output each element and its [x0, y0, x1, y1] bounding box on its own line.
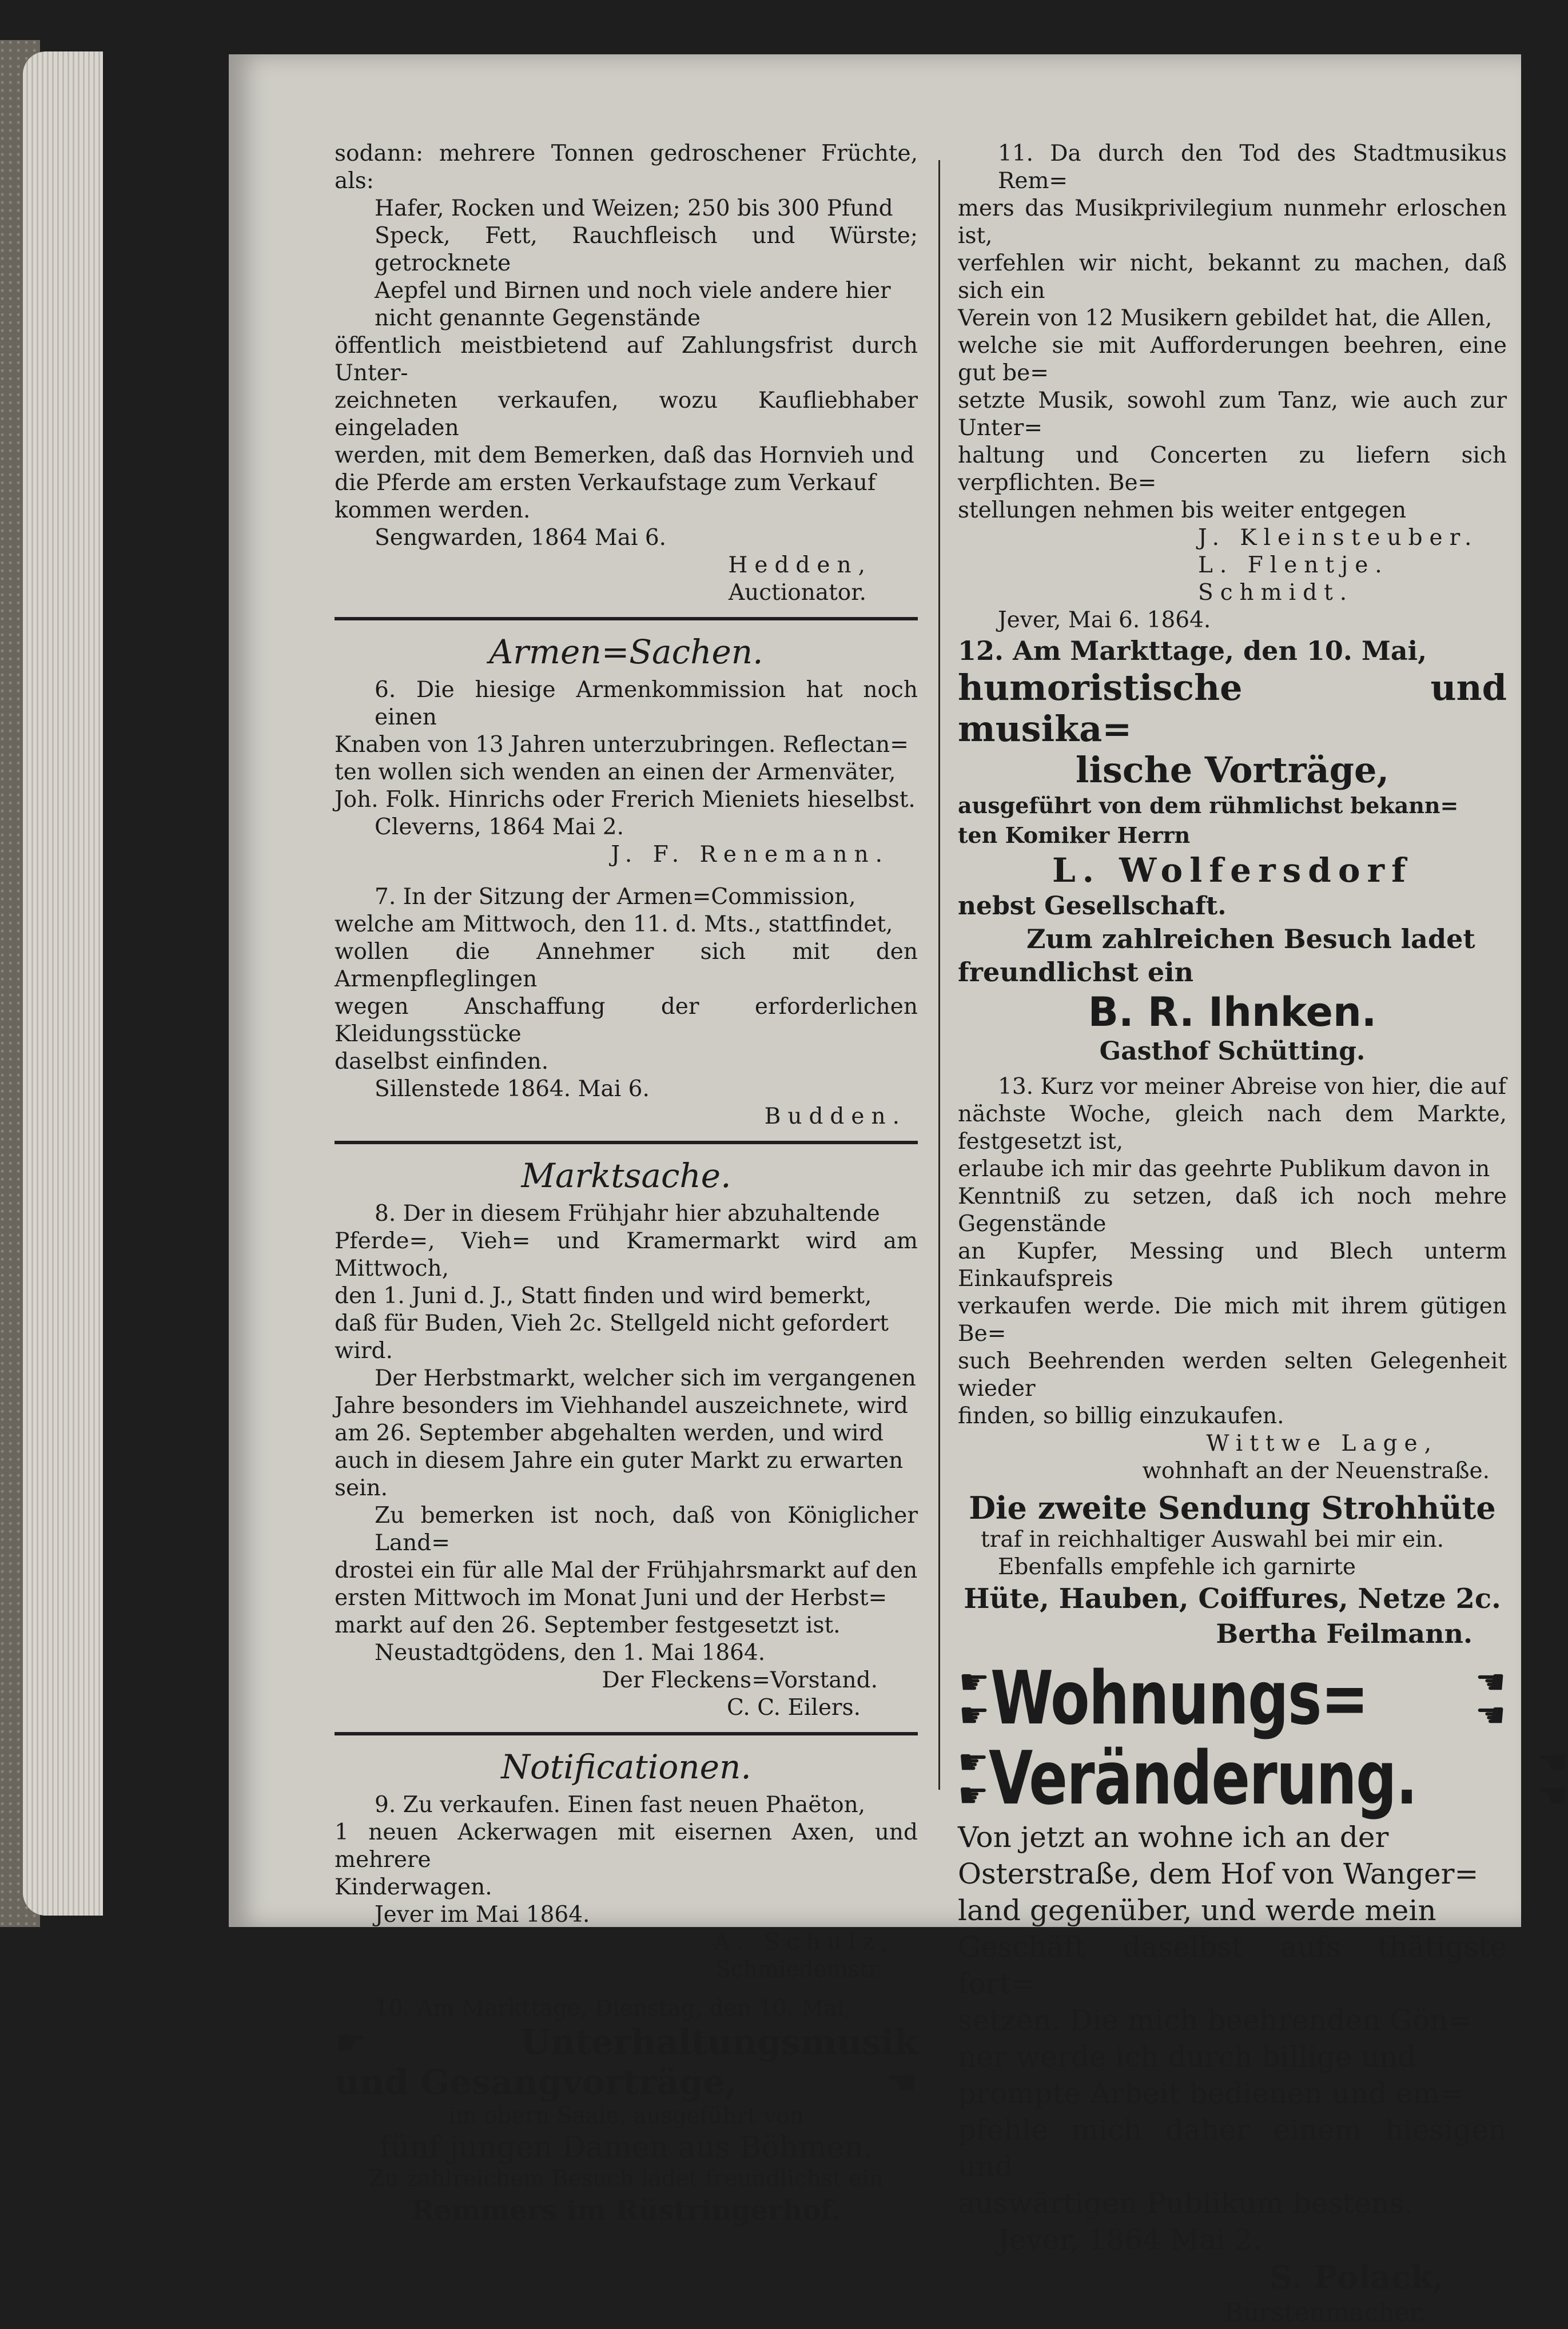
wohn-lines — [958, 1819, 1507, 2221]
item10-row2 — [335, 2063, 918, 2103]
pointing-hand-icon: ☚ — [1475, 1662, 1506, 1702]
item11-line: haltung und Concerten zu liefern sich verpflichten. Be= — [958, 443, 1507, 496]
item13-line: 13. Kurz vor meiner Abreise von hier, die auf — [998, 1074, 1507, 1100]
wohn-line: prompte Arbeit bedienen und em= — [958, 2077, 1464, 2110]
item10-row1 — [335, 2023, 918, 2063]
item13-line: an Kupfer, Messing und Blech unterm Einkaufspreis — [958, 1239, 1507, 1292]
item8b-line: Jahre besonders im Viehhandel auszeichnete, wird — [335, 1393, 908, 1419]
item10-l6: Remmers im Rüstringerhof. — [411, 2195, 841, 2227]
intro-line: die Pferde am ersten Verkaufstage zum Verkauf — [335, 470, 876, 496]
item11-signatures — [958, 524, 1507, 607]
item11-line: setzte Musik, sowohl zum Tanz, wie auch zur Unter= — [958, 388, 1507, 441]
pointing-hand-icon: ☛ — [335, 2021, 367, 2063]
item11-line: stellungen nehmen bis weiter entgegen — [958, 497, 1407, 523]
wohn-title-row2 — [958, 1736, 1568, 1821]
item11-line: mers das Musikprivilegium nunmehr erloschen ist, — [958, 196, 1507, 249]
pointing-hand-icon: ☚ — [1537, 1775, 1568, 1816]
item8-line: wird. — [335, 1338, 393, 1364]
section-rule — [335, 1141, 918, 1144]
item10-head: 10. Am Markttage, Dienstag, den 10. Mai, — [375, 1996, 851, 2021]
item11-sig: Schmidt. — [1198, 580, 1354, 606]
stroh-sig: Bertha Feilmann. — [1216, 1618, 1473, 1649]
item6-line: Knaben von 13 Jahren unterzubringen. Reflectan= — [335, 732, 909, 758]
item8-line: 8. Der in diesem Frühjahr hier abzuhaltende — [375, 1201, 880, 1227]
item8-lines — [335, 1200, 918, 1365]
pointing-hand-icon: ☛ — [958, 1742, 989, 1782]
item6-line: ten wollen sich wenden an einen der Armenväter, — [335, 759, 896, 785]
item8b-line: sein. — [335, 1475, 388, 1501]
stroh-l3: Ebenfalls empfehle ich garnirte — [998, 1554, 1356, 1580]
item13-sig2: wohnhaft an der Neuenstraße. — [1142, 1458, 1490, 1484]
item10-big1: Unterhaltungsmusik — [520, 2023, 918, 2063]
intro-line: öffentlich meistbietend auf Zahlungsfrist durch Unter- — [335, 333, 918, 386]
hands-right — [1537, 1742, 1568, 1816]
item6-line: 6. Die hiesige Armenkommission hat noch einen — [375, 677, 918, 730]
newspaper-page — [229, 54, 1568, 2327]
item12-l8: Zum zahlreichen Besuch ladet — [1026, 923, 1475, 954]
left-column — [335, 140, 918, 2228]
item6-line: Joh. Folk. Hinrichs oder Frerich Mieniets hieselbst. — [335, 787, 916, 813]
item7-line: 7. In der Sitzung der Armen=Commission, — [375, 884, 856, 910]
item13-line: Kenntniß zu setzen, daß ich noch mehre Gegenstände — [958, 1184, 1507, 1237]
item11-sig: L. Flentje. — [1198, 552, 1389, 578]
item9-sig1: A. Schulz, — [713, 1929, 895, 1955]
hands-left — [958, 1742, 989, 1816]
intro-line: Hafer, Rocken und Weizen; 250 bis 300 Pfund — [375, 196, 893, 221]
item11-line: verfehlen wir nicht, bekannt zu machen, daß sich ein — [958, 250, 1507, 304]
item12-l4: ausgeführt von dem rühmlichst bekann= — [958, 793, 1459, 818]
intro-line: Speck, Fett, Rauchfleisch und Würste; getrocknete — [375, 223, 918, 276]
item12-head: 12. Am Markttage, den 10. Mai, — [958, 635, 1427, 666]
item9-line: Kinderwagen. — [335, 1874, 492, 1900]
item8c-line: Zu bemerken ist noch, daß von Königlicher Land= — [375, 1503, 918, 1556]
item7-sig: Budden. — [764, 1104, 906, 1129]
intro-line: sodann: mehrere Tonnen gedroschener Früchte, als: — [335, 141, 918, 194]
item9-line: 9. Zu verkaufen. Einen fast neuen Phaëton, — [375, 1792, 866, 1818]
item6-date: Cleverns, 1864 Mai 2. — [375, 814, 624, 840]
stroh-l2: traf in reichhaltiger Auswahl bei mir ein. — [981, 1527, 1444, 1552]
intro-line: kommen werden. — [335, 497, 531, 523]
item7-line: wegen Anschaffung der erforderlichen Kleidungsstücke — [335, 994, 918, 1047]
item13-line: verkaufen werde. Die mich mit ihrem gütigen Be= — [958, 1293, 1507, 1347]
item12-l5: ten Komiker Herrn — [958, 822, 1191, 848]
pointing-hand-icon: ☚ — [1475, 1695, 1506, 1735]
item13-line: erlaube ich mir das geehrte Publikum davon in — [958, 1156, 1490, 1182]
item9-sig2: Schmiedemstr. — [715, 1957, 884, 1982]
wohn-sig2: Bürstenmacher. — [1224, 2298, 1427, 2327]
stroh-l4: Hüte, Hauben, Coiffures, Netze 2c. — [964, 1583, 1501, 1615]
pointing-hand-icon: ☚ — [886, 2061, 918, 2103]
item8c-lines — [335, 1502, 918, 1639]
item12-l9: freundlichst ein — [958, 957, 1194, 988]
intro-sig1: Hedden, — [728, 552, 872, 578]
item11-lines — [958, 140, 1507, 524]
section-title-armen: Armen=Sachen. — [489, 632, 763, 671]
item13-line: such Beehrenden werden selten Gelegenheit wieder — [958, 1348, 1507, 1402]
column-divider — [938, 160, 940, 1790]
item11-line: 11. Da durch den Tod des Stadtmusikus Rem= — [998, 141, 1507, 194]
item12-l3: lische Vorträge, — [1075, 749, 1390, 791]
section-rule — [335, 1732, 918, 1735]
stroh-title: Die zweite Sendung Strohhüte — [969, 1490, 1496, 1526]
item11-sig: J. Kleinsteuber. — [1198, 525, 1479, 551]
item6-lines — [335, 676, 918, 814]
item8-sig1: Der Fleckens=Vorstand. — [602, 1667, 878, 1693]
item8b-line: auch in diesem Jahre ein guter Markt zu erwarten — [335, 1448, 904, 1474]
wohn-line: Osterstraße, dem Hof von Wanger= — [958, 1857, 1479, 1890]
item8-line: Pferde=, Vieh= und Kramermarkt wird am Mittwoch, — [335, 1228, 918, 1281]
item11-date: Jever, Mai 6. 1864. — [998, 607, 1211, 633]
pointing-hand-icon: ☛ — [958, 1695, 990, 1735]
item12-l7: nebst Gesellschaft. — [958, 891, 1227, 921]
item11-line: welche sie mit Aufforderungen beehren, eine gut be= — [958, 333, 1507, 386]
wohn-line: auswärtigen Publikum bestens. — [958, 2187, 1414, 2220]
wohn-sig1: S. Polack, — [1269, 2259, 1444, 2296]
item6-sig: J. F. Renemann. — [611, 842, 889, 867]
pointing-hand-icon: ☛ — [958, 1775, 989, 1816]
intro-line: zeichneten verkaufen, wozu Kaufliebhaber eingeladen — [335, 388, 918, 441]
item8b-lines — [335, 1365, 918, 1502]
intro-lines — [335, 140, 918, 524]
pointing-hand-icon: ☛ — [958, 1662, 990, 1702]
item13-sig1: Wittwe Lage, — [1206, 1431, 1438, 1456]
item7-line: wollen die Annehmer sich mit den Armenpfleglingen — [335, 939, 918, 992]
right-column — [958, 140, 1568, 2329]
item9-line: 1 neuen Ackerwagen mit eisernen Axen, und mehrere — [335, 1820, 918, 1873]
wohn-line: ner werde ich durch billige und — [958, 2040, 1416, 2073]
item8b-line: am 26. September abgehalten werden, und wird — [335, 1420, 884, 1446]
wohn-line: pfehle mich daher einem hiesigen und — [958, 2113, 1507, 2183]
item8-sig2: C. C. Eilers. — [726, 1695, 861, 1721]
wohn-title2: Veränderung. — [988, 1736, 1417, 1821]
item12-l6: L. Wolfersdorf — [1052, 851, 1413, 890]
item10-l4: fünf jungen Damen aus Böhmen. — [379, 2131, 873, 2165]
section-title-markt: Marktsache. — [521, 1156, 731, 1195]
wohn-title1: Wohnungs= — [990, 1656, 1368, 1741]
intro-line: nicht genannte Gegenstände — [375, 305, 701, 331]
pointing-hand-icon: ☚ — [1537, 1742, 1568, 1782]
hands-left — [958, 1662, 990, 1735]
item11-line: Verein von 12 Musikern gebildet hat, die Allen, — [958, 305, 1493, 331]
hands-right — [1474, 1662, 1507, 1735]
item13-line: nächste Woche, gleich nach dem Markte, festgesetzt ist, — [958, 1101, 1507, 1154]
book-page-edges — [23, 51, 103, 1916]
wohn-line: Von jetzt an wohne ich an der — [958, 1821, 1389, 1854]
intro-line: Aepfel und Birnen und noch viele andere hier — [375, 278, 891, 304]
item7-lines — [335, 883, 918, 1076]
item8c-line: markt auf den 26. September festgesetzt ist. — [335, 1613, 841, 1638]
item8-line: daß für Buden, Vieh 2c. Stellgeld nicht gefordert — [335, 1311, 889, 1336]
intro-sig2: Auctionator. — [728, 580, 866, 606]
item8-date: Neustadtgödens, den 1. Mai 1864. — [375, 1640, 766, 1666]
item13-lines — [958, 1073, 1507, 1430]
item8c-line: ersten Mittwoch im Monat Juni und der Herbst= — [335, 1585, 888, 1611]
wohn-title-row1 — [958, 1656, 1507, 1741]
intro-date: Sengwarden, 1864 Mai 6. — [375, 525, 667, 551]
item12-l2: humoristische und musika= — [958, 667, 1507, 750]
item7-date: Sillenstede 1864. Mai 6. — [375, 1076, 650, 1102]
wohn-line: Geschäft daselbst aufs thätigste fort= — [958, 1930, 1507, 2000]
item12-l11: Gasthof Schütting. — [1099, 1037, 1366, 1066]
section-rule — [335, 617, 918, 620]
item8c-line: drostei ein für alle Mal der Frühjahrsmarkt auf den — [335, 1558, 918, 1583]
item9-lines — [335, 1791, 918, 1901]
item7-line: welche am Mittwoch, den 11. d. Mts., stattfindet, — [335, 911, 893, 937]
intro-line: werden, mit dem Bemerken, daß das Hornvieh und — [335, 443, 914, 468]
wohn-date: Jever, 1864 Mai 2. — [998, 2223, 1262, 2256]
item12-l10: B. R. Ihnken. — [1088, 989, 1377, 1036]
item13-line: finden, so billig einzukaufen. — [958, 1403, 1284, 1429]
item9-date: Jever im Mai 1864. — [375, 1902, 590, 1928]
wohn-line: setzen. Die mich beehrenden Gön= — [958, 2004, 1473, 2037]
item8-line: den 1. Juni d. J., Statt finden und wird bemerkt, — [335, 1283, 872, 1309]
item7-line: daselbst einfinden. — [335, 1049, 549, 1074]
wohn-line: land gegenüber, und werde mein — [958, 1894, 1436, 1927]
item10-l3: im obern Saale, ausgeführt von — [448, 2103, 804, 2129]
item10-l5: Zu zahlreichem Besuch ladet freundlichst ein — [369, 2166, 884, 2192]
item10-big2: und Gesangvorträge, — [335, 2063, 737, 2103]
item8b-line: Der Herbstmarkt, welcher sich im vergangenen — [375, 1365, 916, 1391]
section-title-notif: Notificationen. — [501, 1747, 751, 1786]
